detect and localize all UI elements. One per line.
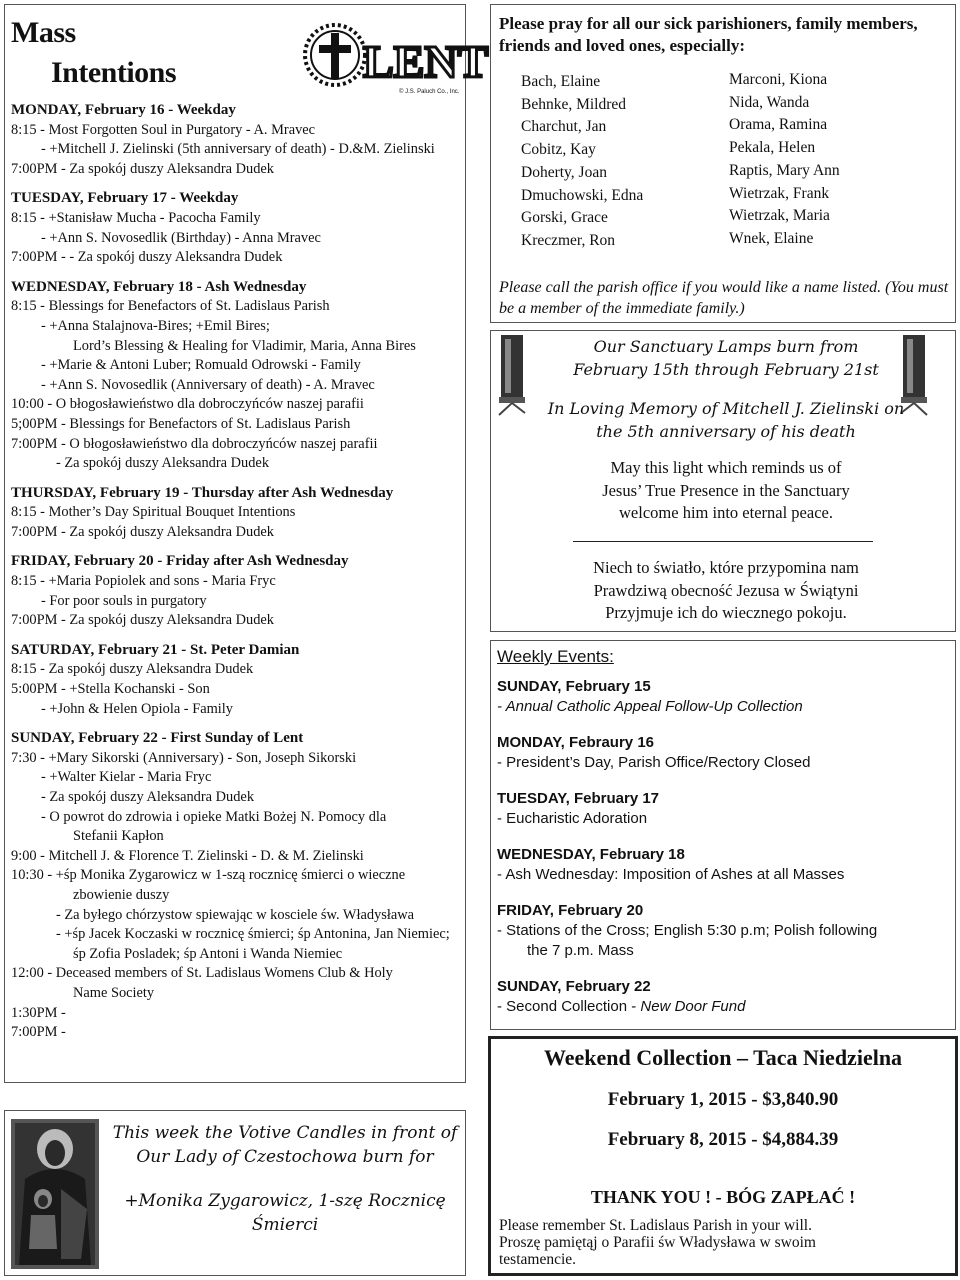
sick-name: Nida, Wanda	[729, 93, 810, 111]
mass-day-heading: TUESDAY, February 17 - Weekday	[11, 190, 239, 207]
mass-intention-line: 8:15 - +Stanisław Mucha - Pacocha Family	[11, 209, 261, 226]
event-day: SUNDAY, February 22	[497, 978, 651, 995]
sick-name: Wnek, Elaine	[729, 229, 814, 247]
mass-intention-line: 5:00PM - +Stella Kochanski - Son	[11, 681, 210, 698]
mass-intentions-section	[4, 4, 489, 1083]
event-detail	[497, 921, 951, 941]
mass-intention-line: - +Anna Stalajnova-Bires; +Emil Bires;	[41, 317, 270, 334]
divider	[573, 541, 873, 542]
will-reminder	[499, 1217, 949, 1268]
lent-logo-icon	[301, 15, 489, 97]
weekly-event	[497, 977, 951, 1017]
mass-intention-line: 7:00PM -	[11, 1024, 66, 1041]
lamp-line: May this light which reminds us of	[610, 458, 842, 477]
collection-title: Weekend Collection – Taca Niedzielna	[543, 1045, 903, 1070]
lamp-line: Jesus’ True Presence in the Sanctuary	[602, 480, 850, 500]
sick-names-column-2	[729, 69, 840, 251]
mass-intention-line: - +śp Jacek Koczaski w rocznicę śmierci; śp Antonina, Jan Niemiec;	[56, 926, 450, 943]
sanctuary-lamps-section	[490, 330, 956, 632]
lamp-line: Przyjmuje ich do wiecznego pokoju.	[605, 603, 847, 622]
sick-list-note: Please call the parish office if you would like a name listed. (You must be a member of the immediate family.)	[499, 279, 949, 317]
event-detail-text: - Eucharistic Adoration	[497, 810, 648, 827]
event-detail-text: - Second Collection -	[497, 998, 641, 1015]
sick-name: Charchut, Jan	[521, 118, 607, 136]
will-line: Please remember St. Ladislaus Parish in your will.	[499, 1217, 812, 1234]
event-day: FRIDAY, February 20	[497, 902, 644, 919]
mass-day-heading: SUNDAY, February 22 - First Sunday of Lent	[11, 730, 304, 747]
will-line: testamencie.	[499, 1251, 577, 1268]
weekly-events-body	[497, 647, 951, 1033]
mass-intention-line: Stefanii Kapłon	[73, 828, 164, 845]
our-lady-czestochowa-icon	[11, 1119, 99, 1269]
mass-intention-line: 8:15 - +Maria Popiolek and sons - Maria Fryc	[11, 573, 276, 590]
sick-name: Wietrzak, Frank	[729, 184, 830, 202]
event-detail-italic: New Door Fund	[640, 998, 746, 1015]
weekly-event	[497, 789, 951, 829]
sick-name: Orama, Ramina	[729, 116, 828, 134]
sanctuary-lamp-memory	[531, 397, 921, 443]
mass-intention-line: 7:00PM - Za spokój duszy Aleksandra Dudek	[11, 612, 274, 629]
event-day: WEDNESDAY, February 18	[497, 846, 685, 863]
lamp-line: In Loving Memory of Mitchell J. Zielinski on	[547, 399, 905, 418]
lamp-line: February 15th through February 21st	[573, 360, 879, 379]
event-detail-text: - Stations of the Cross; English 5:30 p.m; Polish following	[497, 922, 878, 939]
event-detail-text: - Annual Catholic Appeal Follow-Up Collection	[497, 698, 803, 715]
mass-day-heading: FRIDAY, February 20 - Friday after Ash Wednesday	[11, 553, 349, 570]
mass-intention-line: 8:15 - Mother’s Day Spiritual Bouquet Intentions	[11, 504, 296, 521]
mass-intention-line: Name Society	[73, 984, 155, 1001]
lent-logo-text: LENT	[363, 36, 489, 87]
collection-thanks: THANK YOU ! - BÓG ZAPŁAĆ !	[590, 1187, 856, 1207]
mass-day-heading: MONDAY, February 16 - Weekday	[11, 102, 236, 118]
mass-intention-line: 10:30 - +śp Monika Zygarowicz w 1-szą rocznicę śmierci o wieczne	[11, 867, 406, 884]
votive-candles-section	[4, 1110, 466, 1276]
event-detail	[497, 809, 951, 829]
lamp-line: Niech to światło, które przypomina nam	[593, 558, 859, 577]
mass-intention-line: 7:00PM - O błogosławieństwo dla dobroczyńców naszej parafii	[11, 435, 378, 452]
sick-name: Marconi, Kiona	[729, 71, 828, 88]
lamp-line: welcome him into eternal peace.	[619, 503, 833, 522]
votive-line-2: Our Lady of Czestochowa burn for	[136, 1147, 434, 1167]
sick-name: Pekala, Helen	[729, 139, 816, 157]
mass-day-heading: WEDNESDAY, February 18 - Ash Wednesday	[11, 278, 307, 295]
lamp-line: Prawdziwą obecność Jezusa w Świątyni	[593, 580, 859, 600]
mass-intention-line: 8:15 - Most Forgotten Soul in Purgatory - A. Mravec	[11, 121, 316, 138]
mass-intention-line: 7:30 - +Mary Sikorski (Anniversary) - Son, Joseph Sikorski	[11, 749, 357, 766]
mass-intention-line: - +Ann S. Novosedlik (Birthday) - Anna Mravec	[41, 229, 321, 246]
sick-list-heading: Please pray for all our sick parishioners, family members, friends and loved ones, especially:	[499, 14, 918, 55]
sick-name: Kreczmer, Ron	[521, 231, 616, 249]
weekly-events-title: Weekly Events:	[497, 647, 614, 666]
title-line-1: Mass	[11, 16, 76, 49]
event-detail	[497, 997, 951, 1017]
sanctuary-lamp-icon	[497, 335, 527, 415]
mass-intention-line: 7:00PM - - Za spokój duszy Aleksandra Dudek	[11, 249, 283, 266]
mass-intention-line: 7:00PM - Za spokój duszy Aleksandra Dudek	[11, 523, 274, 540]
mass-schedule	[11, 101, 463, 1043]
mass-intention-line: - Za spokój duszy Aleksandra Dudek	[56, 455, 270, 472]
weekly-event	[497, 845, 951, 885]
collection-amount-feb-1: February 1, 2015 - $3,840.90	[607, 1089, 839, 1110]
mass-intention-line: - Za spokój duszy Aleksandra Dudek	[41, 789, 255, 805]
sick-name: Cobitz, Kay	[521, 141, 596, 159]
mass-day-heading: SATURDAY, February 21 - St. Peter Damian	[11, 641, 300, 658]
votive-text	[105, 1121, 465, 1237]
lamp-line: the 5th anniversary of his death	[596, 422, 856, 441]
weekend-collection-section	[488, 1036, 958, 1276]
logo-copyright: © J.S. Paluch Co., Inc.	[399, 89, 460, 95]
mass-intention-line: - +Ann S. Novosedlik (Anniversary of death) - A. Mravec	[41, 376, 375, 393]
mass-intention-line: - +Mitchell J. Zielinski (5th anniversary of death) - D.&M. Zielinski	[41, 141, 435, 158]
event-day: MONDAY, Febraury 16	[497, 734, 655, 751]
event-detail	[497, 753, 951, 773]
lamp-line: Our Sanctuary Lamps burn from	[593, 337, 859, 356]
sick-name: Behnke, Mildred	[521, 95, 627, 113]
sick-name: Raptis, Mary Ann	[729, 161, 840, 179]
mass-intention-line: - Za byłego chórzystow spiewając w kosciele św. Władysława	[56, 906, 415, 923]
sick-name: Wietrzak, Maria	[729, 207, 830, 225]
weekly-event	[497, 733, 951, 773]
mass-intentions-title	[11, 13, 176, 93]
sanctuary-lamp-dates	[531, 335, 921, 381]
will-line: Proszę pamiętąj o Parafii św Władysława w swoim	[499, 1234, 816, 1251]
sick-prayer-list-section	[490, 4, 956, 323]
sick-names-column-1	[521, 71, 643, 253]
sanctuary-lamp-prayer-english	[531, 457, 921, 525]
mass-intention-line: 7:00PM - Za spokój duszy Aleksandra Dudek	[11, 160, 274, 177]
mass-intention-line: - +Walter Kielar - Maria Fryc	[41, 769, 212, 786]
weekly-events-list	[497, 677, 951, 1017]
mass-intention-line: 5;00PM - Blessings for Benefactors of St. Ladislaus Parish	[11, 415, 351, 432]
title-line-2: Intentions	[51, 56, 177, 89]
event-day: TUESDAY, February 17	[497, 790, 660, 807]
collection-amount-feb-8: February 8, 2015 - $4,884.39	[607, 1129, 839, 1150]
event-detail-continued: the 7 p.m. Mass	[527, 942, 634, 959]
votive-line-3: +Monika Zygarowicz, 1-szę Rocznicę Śmierci	[124, 1191, 446, 1235]
mass-intention-line: - +Marie & Antoni Luber; Romuald Odrowski - Family	[41, 357, 361, 374]
mass-intention-line: 9:00 - Mitchell J. & Florence T. Zielinski - D. & M. Zielinski	[11, 847, 364, 864]
sick-name: Dmuchowski, Edna	[521, 186, 644, 204]
mass-intention-line: 10:00 - O błogosławieństwo dla dobroczyńców naszej parafii	[11, 396, 364, 413]
event-detail-text: - Ash Wednesday: Imposition of Ashes at all Masses	[497, 866, 845, 883]
mass-intention-line: - For poor souls in purgatory	[41, 592, 207, 609]
mass-intention-line: Lord’s Blessing & Healing for Vladimir, Maria, Anna Bires	[73, 337, 416, 354]
mass-day-heading: THURSDAY, February 19 - Thursday after Ash Wednesday	[11, 484, 394, 501]
event-detail	[497, 865, 951, 885]
mass-intention-line: 1:30PM -	[11, 1004, 66, 1021]
sick-name: Bach, Elaine	[521, 73, 601, 90]
mass-intention-line: - +John & Helen Opiola - Family	[41, 700, 233, 717]
mass-intention-line: 8:15 - Blessings for Benefactors of St. Ladislaus Parish	[11, 298, 330, 315]
mass-intention-line: 8:15 - Za spokój duszy Aleksandra Dudek	[11, 661, 254, 678]
votive-line-1: This week the Votive Candles in front of	[112, 1123, 458, 1143]
sick-name: Doherty, Joan	[521, 163, 607, 181]
weekly-event	[497, 677, 951, 717]
event-day: SUNDAY, February 15	[497, 678, 651, 695]
mass-intention-line: śp Zofia Posladek; śp Antoni i Wanda Niemiec	[73, 945, 343, 962]
event-detail-text: - President’s Day, Parish Office/Rectory Closed	[497, 754, 811, 771]
weekly-event	[497, 901, 951, 961]
event-detail	[497, 697, 951, 717]
mass-intention-line: 12:00 - Deceased members of St. Ladislaus Womens Club & Holy	[11, 965, 393, 982]
mass-intention-line: - O powrot do zdrowia i opieke Matki Bożej N. Pomocy dla	[41, 808, 387, 825]
sanctuary-lamp-prayer-polish	[531, 557, 921, 625]
weekly-events-section	[490, 640, 956, 1030]
sick-name: Gorski, Grace	[521, 209, 608, 227]
mass-intention-line: zbowienie duszy	[73, 886, 170, 903]
